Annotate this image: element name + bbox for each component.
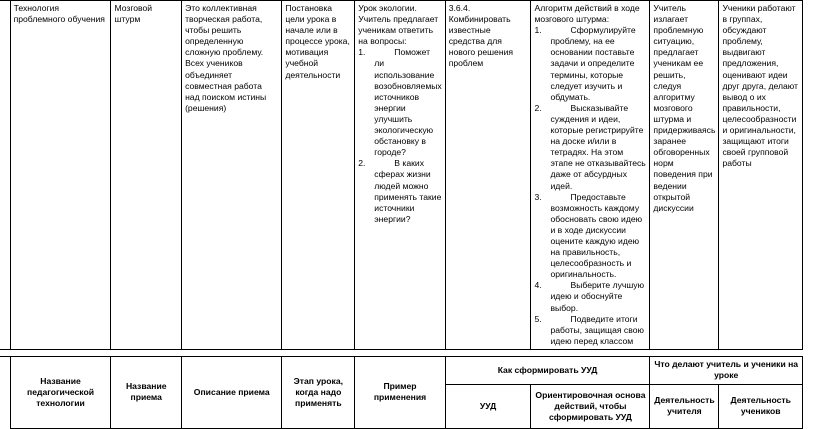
header-technology: Название педагогической технологии <box>10 356 111 428</box>
example-cell <box>355 1 445 350</box>
algorithm-intro: Алгоритм действий в ходе мозгового штурма: <box>534 3 640 25</box>
header-students: Деятельность учеников <box>719 384 803 428</box>
list-item: 2. В каких сферах жизни людей можно применять такие источники энергии? <box>358 158 442 224</box>
uud-cell: 3.6.4. Комбинировать известные средства для нового решения проблем <box>445 1 531 350</box>
example-intro: Урок экологии. Учитель предлагает ученикам ответить на вопросы: <box>358 3 439 47</box>
algorithm-cell <box>531 1 650 350</box>
header-teacher: Деятельность учителя <box>650 384 719 428</box>
description-cell: Это коллективная творческая работа, чтобы решить определенную сложную проблему. Всех учеников объединяет совместная работа над поиском истины (решения) <box>182 1 282 350</box>
list-item: 4. Выберите лучшую идею и обоснуйте выбор. <box>534 280 645 313</box>
row-number <box>0 1 10 350</box>
header-num <box>0 356 10 428</box>
technology-cell: Технология проблемного обучения <box>10 1 111 350</box>
header-basis: Ориентировочная основа действий, чтобы сформировать УУД <box>531 384 650 428</box>
header-stage: Этап урока, когда надо применять <box>282 356 355 428</box>
stage-cell: Постановка цели урока в начале или в процессе урока, мотивация учебной деятельности <box>282 1 355 350</box>
list-item: 1. Поможет ли использование возобновляемых источников энергии улучшить экологическую обстановку в городе? <box>358 47 442 158</box>
list-item: 3. Предоставьте возможность каждому обосновать свою идею и в ходе дискуссии оцените каждую идею на правильность, целесообразность и оригинальность. <box>534 191 643 280</box>
page-break <box>0 349 803 356</box>
teacher-cell: Учитель излагает проблемную ситуацию, предлагает ученикам ее решить, следуя алгоритму мозгового штурма и придерживаясь заранее обговоренных норм поведения при ведении открытой дискуссии <box>650 1 719 350</box>
header-activity-group: Что делают учитель и ученики на уроке <box>650 356 803 384</box>
students-cell: Ученики работают в группах, обсуждают проблему, выдвигают предложения, оценивают идеи друг друга, делают вывод о их правильности, целесообразности и оригинальности, защищают итоги своей групповой работы <box>719 1 803 350</box>
list-item: 2. Высказывайте суждения и идеи, которые регистрируйте на доске и/или в тетрадях. На этом этапе не отказывайтесь даже от абсурдных идей. <box>534 102 646 191</box>
list-item: 5. Подведите итоги работы, защищая свою идею перед классом <box>534 313 644 346</box>
header-uud: УУД <box>445 384 531 428</box>
header-description: Описание приема <box>182 356 282 428</box>
method-cell: Мозговой штурм <box>111 1 182 350</box>
header-uud-group: Как сформировать УУД <box>445 356 650 384</box>
header-example: Пример применения <box>355 356 445 428</box>
header-row <box>0 356 803 384</box>
table-row <box>0 1 803 350</box>
list-item: 1. Сформулируйте проблему, на ее основании поставьте задачи и определите термины, которые следует изучить и обдумать. <box>534 25 636 102</box>
header-method: Название приема <box>111 356 182 428</box>
